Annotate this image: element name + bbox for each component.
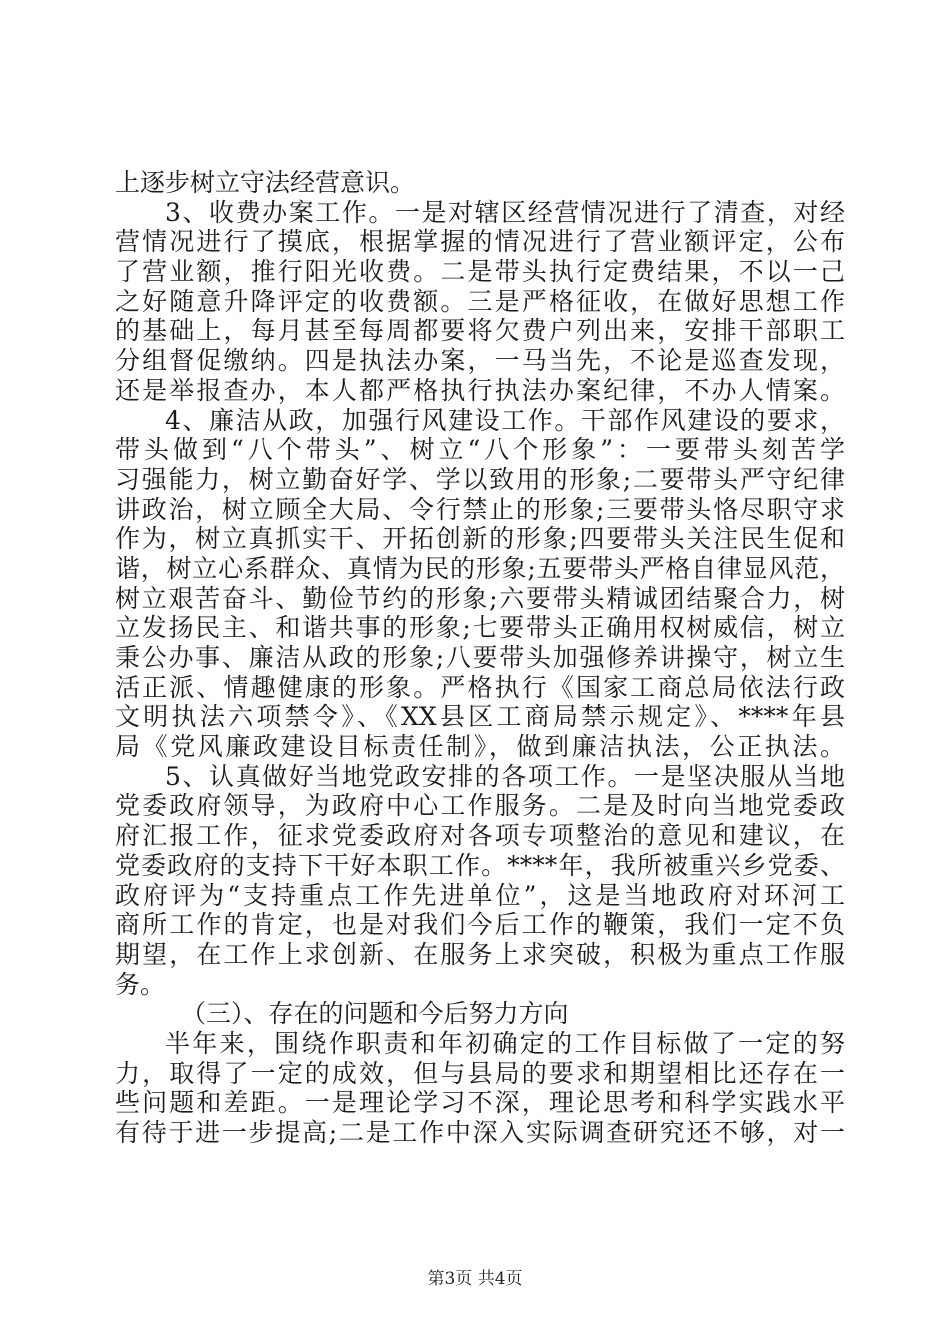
text-line: 力，取得了一定的成效，但与县局的要求和期望相比还存在一 xyxy=(115,1058,845,1088)
text-line: 谐，树立心系群众、真情为民的形象;五要带头严格自律显风范， xyxy=(115,553,845,583)
text-line: 还是举报查办，本人都严格执行执法办案纪律，不办人情案。 xyxy=(115,375,845,405)
document-body xyxy=(115,168,845,1148)
text-line: 党委政府的支持下干好本职工作。****年，我所被重兴乡党委、 xyxy=(115,850,845,880)
text-line: 作为，树立真抓实干、开拓创新的形象;四要带头关注民生促和 xyxy=(115,524,845,554)
text-line: 分组督促缴纳。四是执法办案，一马当先，不论是巡查发现， xyxy=(115,346,845,376)
text-line: 营情况进行了摸底，根据掌握的情况进行了营业额评定，公布 xyxy=(115,227,845,257)
text-line: 有待于进一步提高;二是工作中深入实际调查研究还不够，对一 xyxy=(115,1118,845,1147)
text-line: 秉公办事、廉洁从政的形象;八要带头加强修养讲操守，树立生 xyxy=(115,643,845,672)
text-line: 党委政府领导，为政府中心工作服务。二是及时向当地党委政 xyxy=(115,791,845,821)
text-line: 讲政治，树立顾全大局、令行禁止的形象;三要带头恪尽职守求 xyxy=(115,494,845,524)
text-line: 树立艰苦奋斗、勤俭节约的形象;六要带头精诚团结聚合力，树 xyxy=(115,583,845,613)
text-line: 政府评为“支持重点工作先进单位”，这是当地政府对环河工 xyxy=(115,880,845,910)
text-line: 府汇报工作，征求党委政府对各项专项整治的意见和建议，在 xyxy=(115,821,845,851)
section-heading: （三）、存在的问题和今后努力方向 xyxy=(181,999,569,1029)
text-line: 商所工作的肯定，也是对我们今后工作的鞭策，我们一定不负 xyxy=(115,910,845,940)
text-line: 立发扬民主、和谐共事的形象;七要带头正确用权树威信，树立 xyxy=(115,613,845,643)
text-line: 4、廉洁从政，加强行风建设工作。干部作风建设的要求， xyxy=(165,405,845,435)
text-line: 之好随意升降评定的收费额。三是严格征收，在做好思想工作 xyxy=(115,286,845,316)
text-line: 3、收费办案工作。一是对辖区经营情况进行了清查，对经 xyxy=(165,197,845,227)
text-line: 的基础上，每月甚至每周都要将欠费户列出来，安排干部职工 xyxy=(115,316,845,346)
text-line: 期望，在工作上求创新、在服务上求突破，积极为重点工作服 xyxy=(115,939,845,969)
page-footer: 第3页 共4页 xyxy=(427,1269,523,1289)
text-line: 务。 xyxy=(115,969,166,999)
text-line: 5、认真做好当地党政安排的各项工作。一是坚决服从当地 xyxy=(165,761,845,791)
text-line: 习强能力，树立勤奋好学、学以致用的形象;二要带头严守纪律 xyxy=(115,464,845,494)
text-line: 些问题和差距。一是理论学习不深，理论思考和科学实践水平 xyxy=(115,1088,845,1118)
text-line: 文明执法六项禁令》、《XX县区工商局禁示规定》、****年县 xyxy=(115,702,845,732)
text-line: 局《党风廉政建设目标责任制》，做到廉洁执法，公正执法。 xyxy=(115,732,845,762)
text-line: 活正派、情趣健康的形象。严格执行《国家工商总局依法行政 xyxy=(115,672,845,702)
text-line: 了营业额，推行阳光收费。二是带头执行定费结果，不以一己 xyxy=(115,257,845,287)
text-line: 半年来，围绕作职责和年初确定的工作目标做了一定的努 xyxy=(165,1028,845,1058)
text-line: 上逐步树立守法经营意识。 xyxy=(115,168,416,197)
text-line: 带头做到“八个带头”、树立“八个形象”：一要带头刻苦学 xyxy=(115,435,845,465)
